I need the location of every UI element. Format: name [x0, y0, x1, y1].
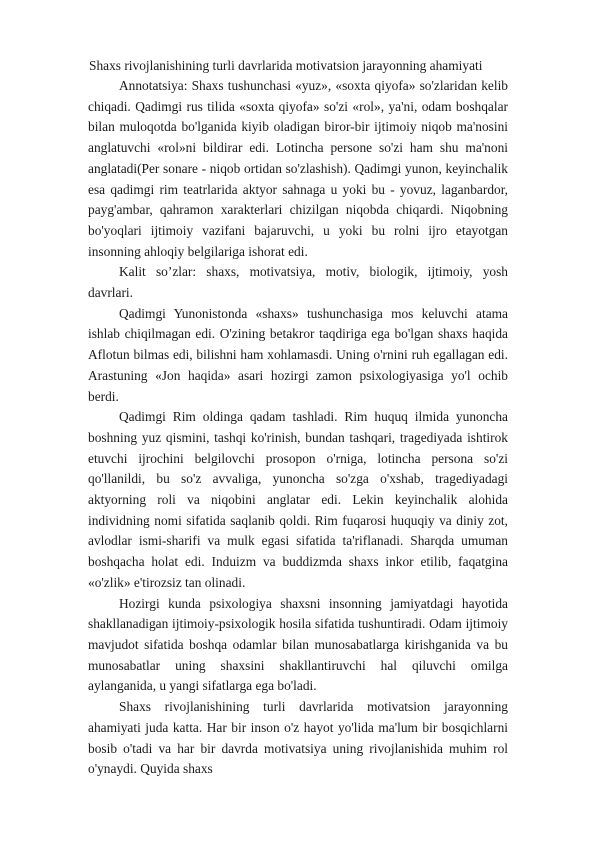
paragraph-ancient-rome: Qadimgi Rim oldinga qadam tashladi. Rim huquq ilmida yunoncha boshning yuz qismini, tashqi ko'rinish, bundan tashqari, tragediyada ishtirok etuvchi ijrochini belgilovchi prosopon o'rniga, lotincha persona so'zi qo'llanildi, bu so'z avvaliga, yunoncha so'zga o'xshab, tragediyadagi aktyorning roli va niqobini anglatar edi. Lekin keyinchalik alohida individning nomi sifatida saqlanib qoldi. Rim fuqarosi huquqiy va diniy zot, avlodlar ismi-sharifi va mulk egasi sifatida ta'riflanadi. Sharqda umuman boshqacha holat edi. Induizm va buddizmda shaxs inkor etilib, faqatgina «o'zlik» e'tirozsiz tan olinadi.: [88, 409, 508, 590]
paragraph-modern-psychology: Hozirgi kunda psixologiya shaxsni insonning jamiyatdagi hayotida shakllanadigan ijtimoiy-psixologik hosila sifatida tushuntiradi. Odam ijtimoiy mavjudot sifatida boshqa odamlar bilan munosabatlarga kirishganida va bu munosabatlar uning shaxsini shakllantiruvchi hal qiluvchi omilga aylanganida, u yangi sifatlarga ega bo'ladi.: [88, 595, 508, 694]
paragraph-motivation: Shaxs rivojlanishining turli davrlarida motivatsion jarayonning ahamiyati juda katta. Har bir inson o'z hayot yo'lida ma'lum bir bosqichlarni bosib o'tadi va har bir davrda motivatsiya uning rivojlanishida muhim rol o'ynaydi. Quyida shaxs: [88, 699, 508, 777]
paragraph-keywords: Kalit so’zlar: shaxs, motivatsiya, motiv, biologik, ijtimoiy, yosh davrlari.: [88, 264, 508, 301]
document-title: Shaxs rivojlanishining turli davrlarida motivatsion jarayonning ahamiyati: [89, 58, 483, 73]
paragraph-ancient-greece: Qadimgi Yunonistonda «shaxs» tushunchasiga mos keluvchi atama ishlab chiqilmagan edi. O'zining betakror taqdiriga ega bo'lgan shaxs haqida Aflotun bilmas edi, bilishni ham xohlamasdi. Uning o'rnini ruh egallagan edi. Arastuning «Jon haqida» asari hozirgi zamon psixologiyasiga yo'l ochib berdi.: [88, 305, 508, 404]
document-page: [88, 56, 508, 780]
paragraph-annotation: Annotatsiya: Shaxs tushunchasi «yuz», «soxta qiyofa» so'zlaridan kelib chiqadi. Qadimgi rus tilida «soxta qiyofa» so'zi «rol», ya'ni, odam boshqalar bilan muloqotda bo'lganida kiyib oladigan biror-bir ijtimoiy niqob ma'nosini anglatuvchi «rol»ni bildirar edi. Lotincha persone so'zi ham shu ma'noni anglatadi(Per sonare - niqob ortidan so'zlashish). Qadimgi yunon, keyinchalik esa qadimgi rim teatrlarida aktyor sahnaga u yoki bu - yovuz, laganbardor, payg'ambar, qahramon xarakterlari chizilgan niqobda chiqardi. Niqobning bo'yoqlari ijtimoiy vazifani bajaruvchi, u yoki bu rolni ijro etayotgan insonning ahloqiy belgilariga ishorat edi.: [88, 78, 508, 259]
